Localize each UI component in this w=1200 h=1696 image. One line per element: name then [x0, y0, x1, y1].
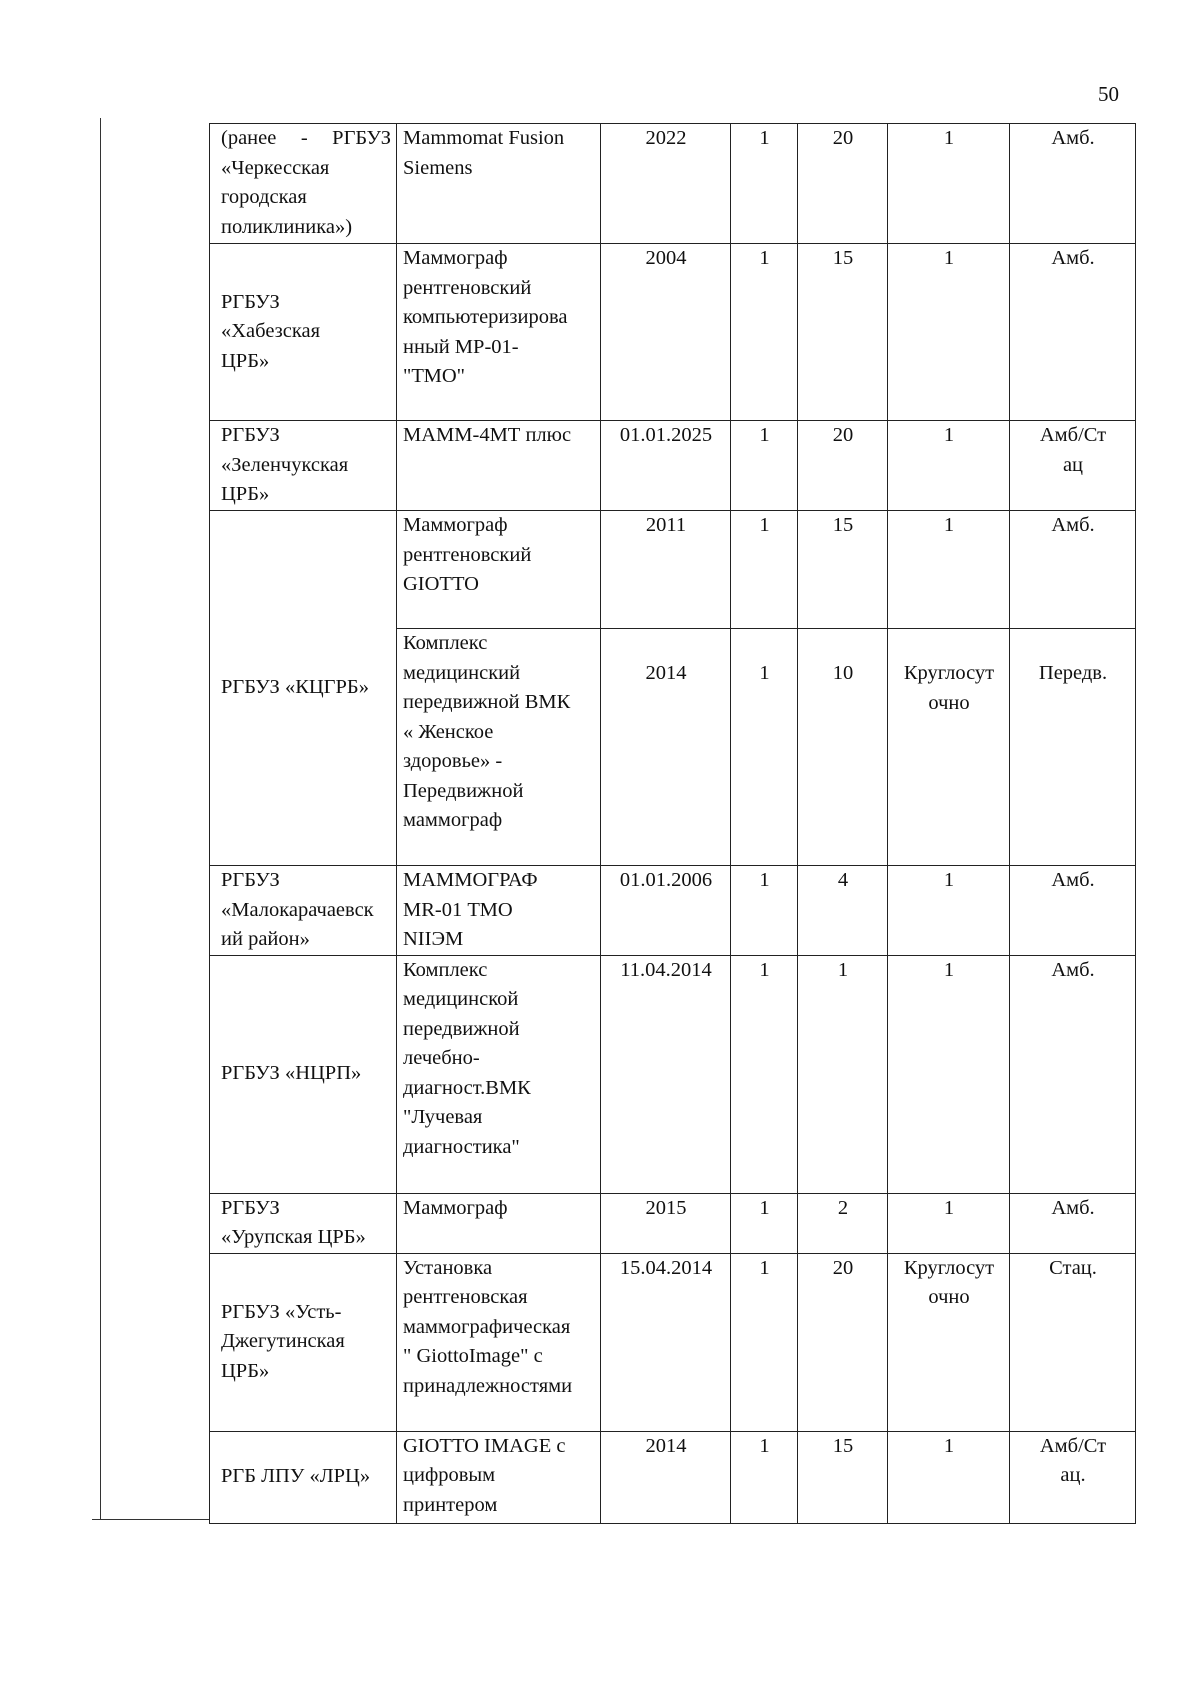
table-row — [210, 511, 1136, 629]
organization-cell: РГБУЗ «Хабезская ЦРБ» — [210, 244, 397, 421]
value-cell: 4 — [798, 866, 888, 956]
shift-cell: 1 — [888, 1193, 1010, 1253]
mode-cell: Передв. — [1010, 629, 1136, 866]
mode-cell: Амб. — [1010, 244, 1136, 421]
value-cell: 15 — [798, 511, 888, 629]
device-cell: Комплекс медицинской передвижной лечебно- диагност.ВМК "Лучевая диагностика" — [397, 955, 601, 1193]
organization-cell: РГБУЗ «Урупская ЦРБ» — [210, 1193, 397, 1253]
organization-cell: РГБУЗ «Зеленчукская ЦРБ» — [210, 421, 397, 511]
device-cell: Маммограф рентгеновский компьютеризирова нный МР-01- "ТМО" — [397, 244, 601, 421]
device-cell: МАММОГРАФ MR-01 ТМО NIIЭМ — [397, 866, 601, 956]
count-cell: 1 — [731, 629, 798, 866]
device-cell: Установка рентгеновская маммографическая " GiottoImage" с принадлежностями — [397, 1253, 601, 1431]
table-row — [210, 1253, 1136, 1431]
table-row — [210, 244, 1136, 421]
table-row — [210, 1193, 1136, 1253]
value-cell: 20 — [798, 124, 888, 244]
year-cell: 2011 — [601, 511, 731, 629]
table-row — [210, 866, 1136, 956]
organization-cell: (ранее - РГБУЗ «Черкесская городская поликлиника») — [210, 124, 397, 244]
shift-cell: 1 — [888, 955, 1010, 1193]
year-cell: 2014 — [601, 1431, 731, 1523]
year-cell: 11.04.2014 — [601, 955, 731, 1193]
mode-cell: Амб. — [1010, 1193, 1136, 1253]
table-row — [210, 1431, 1136, 1523]
device-cell: МАММ-4МТ плюс — [397, 421, 601, 511]
count-cell: 1 — [731, 244, 798, 421]
value-cell: 2 — [798, 1193, 888, 1253]
organization-cell: РГБУЗ «НЦРП» — [210, 955, 397, 1193]
mode-cell: Стац. — [1010, 1253, 1136, 1431]
count-cell: 1 — [731, 421, 798, 511]
device-cell: Маммограф рентгеновский GIOTTO — [397, 511, 601, 629]
device-cell: Mammomat Fusion Siemens — [397, 124, 601, 244]
count-cell: 1 — [731, 1431, 798, 1523]
count-cell: 1 — [731, 866, 798, 956]
table-row — [210, 421, 1136, 511]
bottom-margin-rule — [92, 1519, 210, 1520]
value-cell: 20 — [798, 1253, 888, 1431]
organization-cell: РГБУЗ «Малокарачаевск ий район» — [210, 866, 397, 956]
count-cell: 1 — [731, 511, 798, 629]
mode-cell: Амб. — [1010, 866, 1136, 956]
mode-cell: Амб/Ст ац. — [1010, 1431, 1136, 1523]
value-cell: 15 — [798, 1431, 888, 1523]
shift-cell: Круглосут очно — [888, 629, 1010, 866]
shift-cell: 1 — [888, 866, 1010, 956]
table-row — [210, 124, 1136, 244]
mode-cell: Амб. — [1010, 511, 1136, 629]
count-cell: 1 — [731, 1253, 798, 1431]
value-cell: 10 — [798, 629, 888, 866]
count-cell: 1 — [731, 955, 798, 1193]
left-margin-rule — [100, 118, 101, 1520]
organization-cell: РГБУЗ «КЦГРБ» — [210, 511, 397, 866]
count-cell: 1 — [731, 1193, 798, 1253]
organization-cell: РГБУЗ «Усть- Джегутинская ЦРБ» — [210, 1253, 397, 1431]
value-cell: 20 — [798, 421, 888, 511]
shift-cell: 1 — [888, 421, 1010, 511]
organization-cell: РГБ ЛПУ «ЛРЦ» — [210, 1431, 397, 1523]
shift-cell: Круглосут очно — [888, 1253, 1010, 1431]
device-cell: Комплекс медицинский передвижной ВМК « Женское здоровье» - Передвижной маммограф — [397, 629, 601, 866]
shift-cell: 1 — [888, 1431, 1010, 1523]
device-cell: Маммограф — [397, 1193, 601, 1253]
mode-cell: Амб/Ст ац — [1010, 421, 1136, 511]
year-cell: 2014 — [601, 629, 731, 866]
year-cell: 2022 — [601, 124, 731, 244]
value-cell: 15 — [798, 244, 888, 421]
year-cell: 01.01.2025 — [601, 421, 731, 511]
table-row — [210, 955, 1136, 1193]
shift-cell: 1 — [888, 511, 1010, 629]
year-cell: 01.01.2006 — [601, 866, 731, 956]
device-cell: GIOTTO IMAGE с цифровым принтером — [397, 1431, 601, 1523]
year-cell: 2004 — [601, 244, 731, 421]
year-cell: 2015 — [601, 1193, 731, 1253]
value-cell: 1 — [798, 955, 888, 1193]
mode-cell: Амб. — [1010, 955, 1136, 1193]
shift-cell: 1 — [888, 124, 1010, 244]
page-number: 50 — [1098, 82, 1119, 106]
equipment-table — [209, 123, 1136, 1524]
mode-cell: Амб. — [1010, 124, 1136, 244]
year-cell: 15.04.2014 — [601, 1253, 731, 1431]
shift-cell: 1 — [888, 244, 1010, 421]
count-cell: 1 — [731, 124, 798, 244]
